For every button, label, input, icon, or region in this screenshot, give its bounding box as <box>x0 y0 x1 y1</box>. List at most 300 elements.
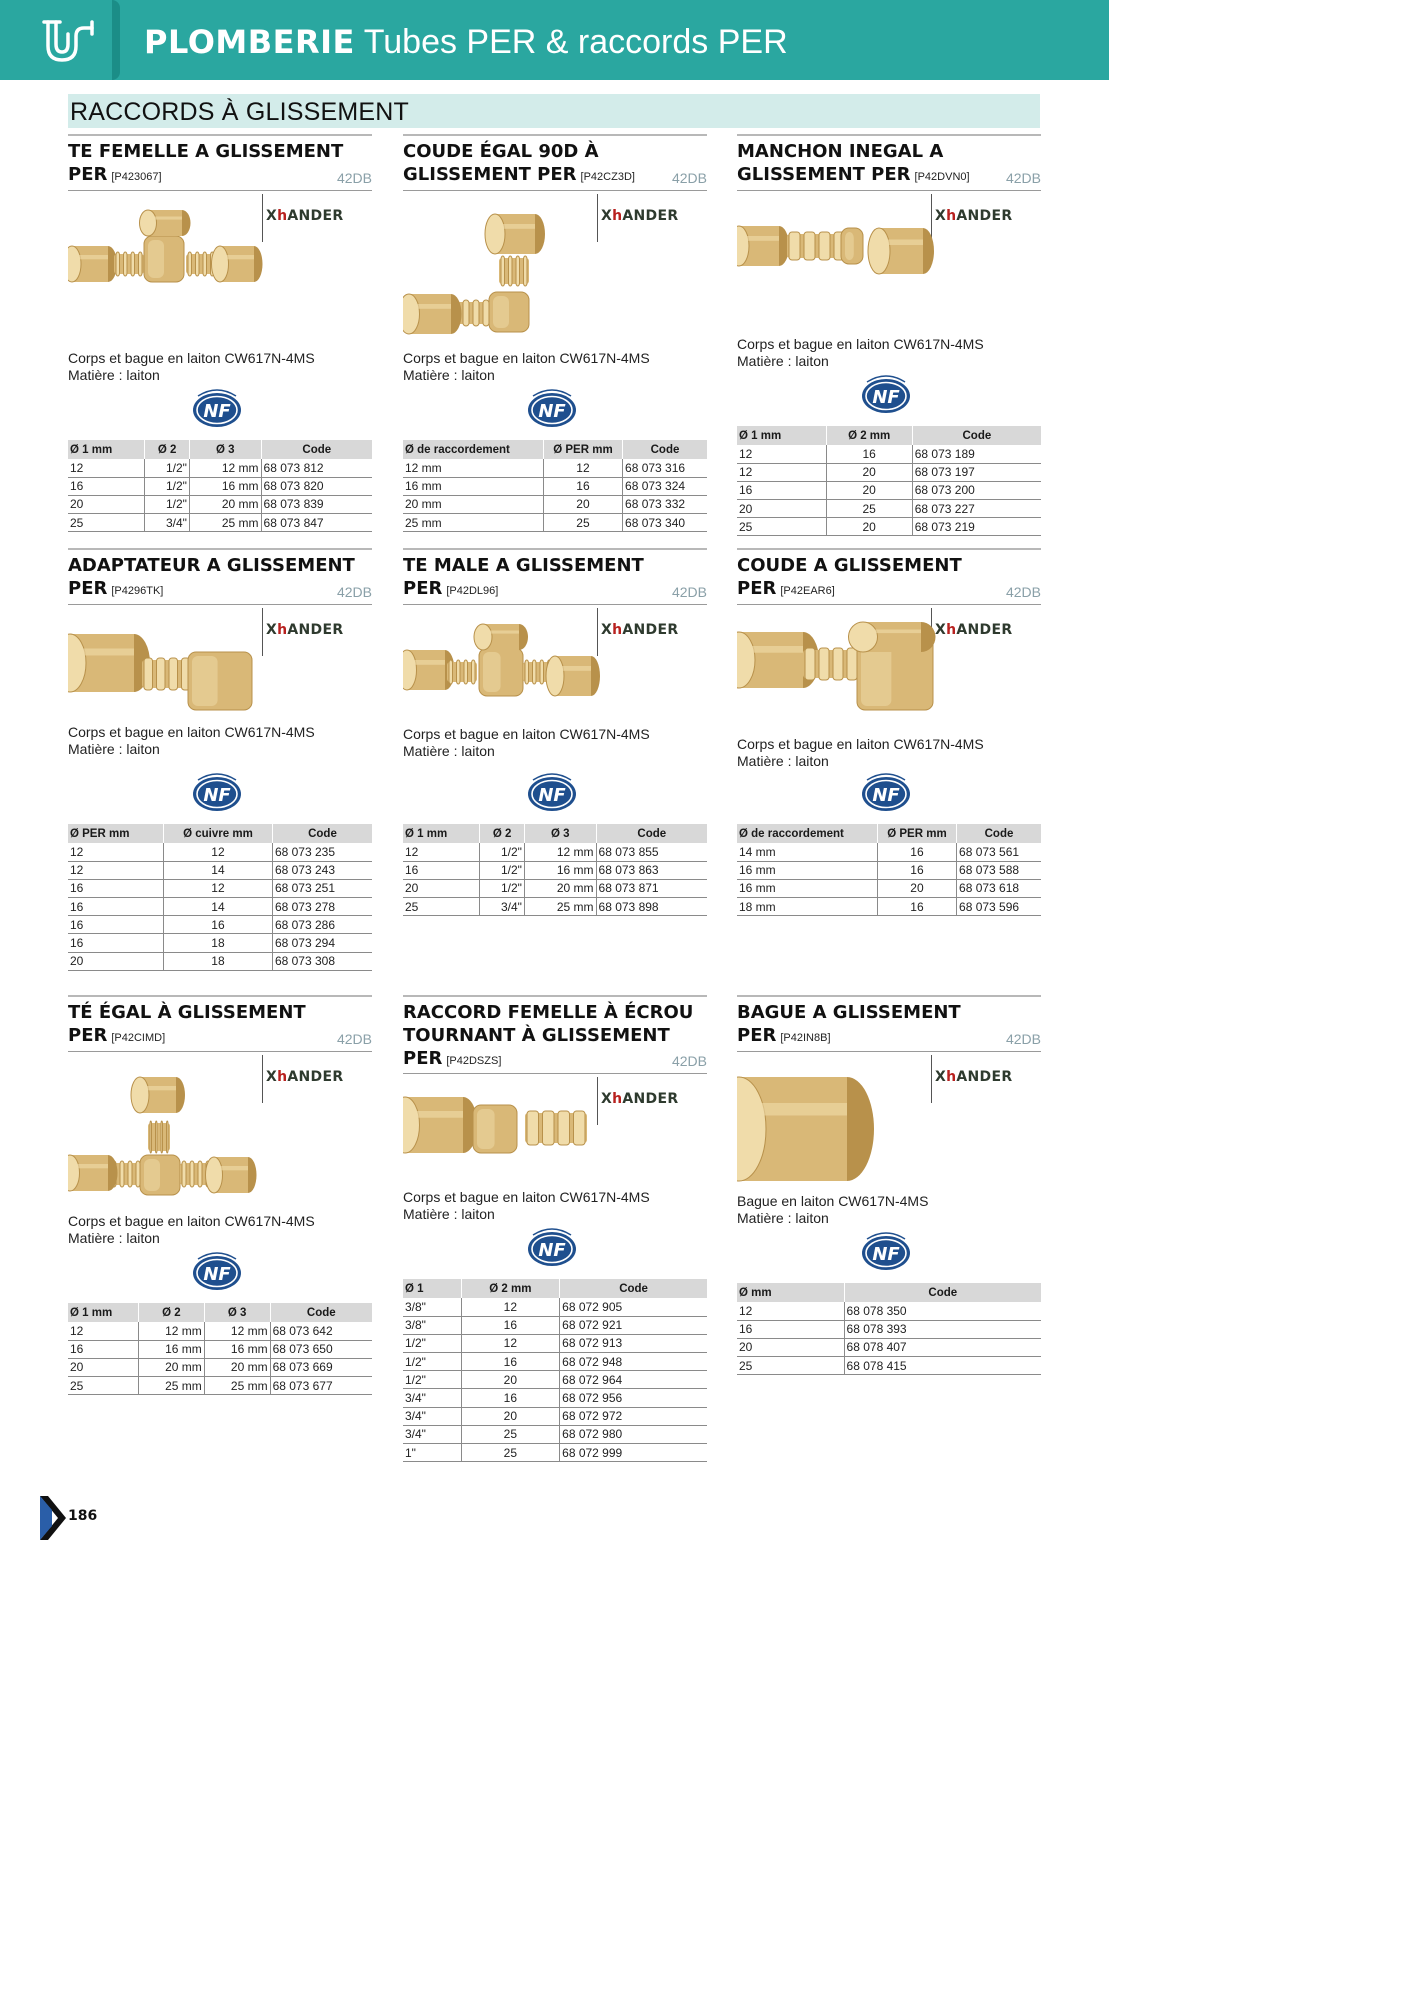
table-row <box>68 459 372 477</box>
product-description: Corps et bague en laiton CW617N-4MS Matière : laiton <box>403 1189 650 1222</box>
table-header: Ø PER mm <box>877 824 956 843</box>
table-cell: 12 <box>461 1334 560 1352</box>
table-cell: 68 073 200 <box>912 481 1041 499</box>
table-cell: 16 <box>68 1340 139 1358</box>
table-cell: 20 <box>403 879 480 897</box>
svg-text:NF: NF <box>872 1244 900 1265</box>
table-cell: 68 073 588 <box>957 861 1041 879</box>
table-cell: 25 <box>461 1444 560 1462</box>
brand-logo: XhANDER <box>935 208 1013 224</box>
product-image <box>737 206 937 331</box>
table-header: Ø 1 mm <box>68 440 145 459</box>
brass-fitting-image <box>737 620 937 730</box>
table-header: Ø 3 <box>524 824 596 843</box>
table-cell: 68 072 905 <box>560 1298 707 1316</box>
card-top-rule <box>737 995 1041 997</box>
nf-certification-icon <box>525 770 579 814</box>
table-cell: 68 073 278 <box>272 898 372 916</box>
product-name: MANCHON INEGAL A GLISSEMENT PER <box>737 141 944 185</box>
product-reference: [P42CIMD] <box>111 1032 166 1044</box>
table-cell: 12 mm <box>139 1322 205 1340</box>
table-row <box>737 1320 1041 1338</box>
product-description: Corps et bague en laiton CW617N-4MS Matière : laiton <box>68 724 315 757</box>
product-image <box>68 206 268 345</box>
table-header: Ø PER mm <box>68 824 163 843</box>
table-row <box>403 459 707 477</box>
svg-text:NF: NF <box>538 785 566 806</box>
table-cell: 20 mm <box>189 495 261 513</box>
table-header: Ø cuivre mm <box>163 824 272 843</box>
product-reference: [P4296TK] <box>111 585 164 597</box>
spec-table <box>403 824 707 916</box>
table-row <box>68 1340 372 1358</box>
product-image <box>403 1091 603 1188</box>
table-row <box>68 1358 372 1376</box>
table-cell: 20 <box>826 518 912 536</box>
table-row <box>68 916 372 934</box>
table-row <box>737 1302 1041 1320</box>
table-cell: 14 mm <box>737 843 877 861</box>
table-cell: 20 <box>826 481 912 499</box>
product-reference: [P42IN8B] <box>780 1032 831 1044</box>
table-cell: 68 073 650 <box>270 1340 372 1358</box>
product-reference: [P42EAR6] <box>780 585 835 597</box>
table-row <box>68 861 372 879</box>
product-code: 42DB <box>1005 584 1041 600</box>
table-cell: 3/4" <box>145 514 190 532</box>
table-cell: 68 073 847 <box>261 514 372 532</box>
table-cell: 1/2" <box>480 861 525 879</box>
product-description: Corps et bague en laiton CW617N-4MS Matière : laiton <box>68 1213 315 1246</box>
table-cell: 20 mm <box>403 495 543 513</box>
table-row <box>737 445 1041 463</box>
table-cell: 12 mm <box>403 459 543 477</box>
table-cell: 25 mm <box>204 1377 270 1395</box>
pipe-icon <box>40 16 96 66</box>
table-header: Ø mm <box>737 1283 844 1302</box>
table-row <box>403 1389 707 1407</box>
table-header: Ø PER mm <box>543 440 622 459</box>
table-row <box>68 843 372 861</box>
brand-logo: XhANDER <box>601 1091 679 1107</box>
table-row <box>403 1444 707 1462</box>
table-cell: 3/4" <box>403 1407 461 1425</box>
table-row <box>403 1425 707 1443</box>
table-cell: 18 <box>163 952 272 970</box>
title-rule <box>737 190 1041 191</box>
table-cell: 12 <box>163 879 272 897</box>
table-cell: 20 <box>461 1407 560 1425</box>
nf-certification-icon <box>525 386 579 430</box>
product-name: COUDE ÉGAL 90D À GLISSEMENT PER <box>403 141 599 185</box>
product-title <box>737 140 1041 189</box>
table-cell: 3/8" <box>403 1316 461 1334</box>
table-row <box>68 1377 372 1395</box>
brass-fitting-image <box>68 620 268 720</box>
category-label: PLOMBERIE <box>144 23 355 61</box>
table-header-row <box>737 1283 1041 1302</box>
table-header: Ø 3 <box>204 1303 270 1322</box>
table-row <box>737 518 1041 536</box>
brass-fitting-image <box>68 206 268 340</box>
table-cell: 12 mm <box>189 459 261 477</box>
table-cell: 16 <box>68 934 163 952</box>
spec-table <box>737 426 1041 536</box>
table-header: Ø 2 mm <box>826 426 912 445</box>
table-cell: 68 078 350 <box>844 1302 1041 1320</box>
table-cell: 12 mm <box>204 1322 270 1340</box>
product-description: Bague en laiton CW617N-4MS Matière : laiton <box>737 1193 929 1226</box>
table-row <box>68 879 372 897</box>
product-image <box>737 1067 937 1190</box>
spec-table <box>68 1303 372 1395</box>
table-cell: 68 073 669 <box>270 1358 372 1376</box>
table-row <box>737 481 1041 499</box>
table-cell: 16 <box>826 445 912 463</box>
table-cell: 16 <box>68 916 163 934</box>
table-row <box>737 879 1041 897</box>
page-title <box>144 20 788 64</box>
table-row <box>403 1334 707 1352</box>
nf-certification-icon <box>859 770 913 814</box>
table-row <box>403 1353 707 1371</box>
title-rule <box>68 1051 372 1052</box>
brass-fitting-image <box>403 206 603 340</box>
table-cell: 20 <box>68 1358 139 1376</box>
nf-certification-icon <box>859 372 913 416</box>
product-name: COUDE A GLISSEMENT PER <box>737 555 962 599</box>
nf-certification-icon <box>525 1225 579 1269</box>
table-cell: 16 mm <box>524 861 596 879</box>
table-cell: 25 <box>826 500 912 518</box>
table-cell: 25 <box>461 1425 560 1443</box>
product-reference: [P42DSZS] <box>446 1055 502 1067</box>
product-reference: [P42CZ3D] <box>580 171 635 183</box>
nf-certification-icon <box>190 386 244 430</box>
header-separator <box>112 0 120 80</box>
table-row <box>737 1338 1041 1356</box>
svg-text:NF: NF <box>203 1264 231 1285</box>
table-cell: 16 mm <box>204 1340 270 1358</box>
product-title <box>737 1001 1041 1050</box>
table-cell: 68 073 820 <box>261 477 372 495</box>
table-cell: 25 mm <box>403 514 543 532</box>
table-cell: 12 <box>737 445 826 463</box>
title-rule <box>737 604 1041 605</box>
product-code: 42DB <box>336 584 372 600</box>
table-cell: 20 <box>877 879 956 897</box>
table-row <box>737 463 1041 481</box>
table-cell: 68 072 999 <box>560 1444 707 1462</box>
table-header-row <box>403 1279 707 1298</box>
table-cell: 68 073 332 <box>623 495 707 513</box>
table-row <box>737 843 1041 861</box>
table-header: Ø 1 mm <box>737 426 826 445</box>
table-header: Ø 2 <box>139 1303 205 1322</box>
table-cell: 68 072 913 <box>560 1334 707 1352</box>
table-row <box>68 934 372 952</box>
table-header: Code <box>272 824 372 843</box>
table-cell: 1/2" <box>145 495 190 513</box>
table-cell: 68 073 316 <box>623 459 707 477</box>
table-cell: 68 078 415 <box>844 1357 1041 1375</box>
table-row <box>403 843 707 861</box>
table-cell: 3/8" <box>403 1298 461 1316</box>
brass-fitting-image <box>68 1067 268 1209</box>
table-cell: 68 072 964 <box>560 1371 707 1389</box>
product-description: Corps et bague en laiton CW617N-4MS Matière : laiton <box>68 350 315 383</box>
table-cell: 68 078 407 <box>844 1338 1041 1356</box>
product-code: 42DB <box>671 584 707 600</box>
product-name: BAGUE A GLISSEMENT PER <box>737 1002 961 1046</box>
table-cell: 3/4" <box>403 1389 461 1407</box>
table-cell: 68 073 855 <box>596 843 707 861</box>
title-rule <box>403 604 707 605</box>
table-cell: 16 <box>403 861 480 879</box>
table-cell: 68 073 561 <box>957 843 1041 861</box>
table-cell: 68 073 596 <box>957 898 1041 916</box>
table-cell: 25 <box>737 1357 844 1375</box>
table-header: Ø 1 mm <box>68 1303 139 1322</box>
table-cell: 14 <box>163 861 272 879</box>
table-header: Ø de raccordement <box>403 440 543 459</box>
product-code: 42DB <box>336 170 372 186</box>
table-cell: 16 <box>877 861 956 879</box>
table-header-row <box>68 440 372 459</box>
table-cell: 16 mm <box>737 879 877 897</box>
table-header-row <box>737 824 1041 843</box>
table-row <box>68 495 372 513</box>
table-cell: 68 072 921 <box>560 1316 707 1334</box>
table-cell: 68 073 243 <box>272 861 372 879</box>
brand-logo: XhANDER <box>935 622 1013 638</box>
table-header: Code <box>270 1303 372 1322</box>
table-cell: 25 <box>403 898 480 916</box>
table-header: Code <box>844 1283 1041 1302</box>
product-description: Corps et bague en laiton CW617N-4MS Matière : laiton <box>403 726 650 759</box>
nf-certification-icon <box>190 770 244 814</box>
product-title <box>68 140 372 189</box>
table-cell: 16 <box>68 898 163 916</box>
table-cell: 68 073 898 <box>596 898 707 916</box>
table-header: Ø 2 mm <box>461 1279 560 1298</box>
title-rule <box>737 1051 1041 1052</box>
table-cell: 20 <box>543 495 622 513</box>
product-description: Corps et bague en laiton CW617N-4MS Matière : laiton <box>737 736 984 769</box>
table-row <box>403 495 707 513</box>
product-name: RACCORD FEMELLE À ÉCROU TOURNANT À GLISSEMENT PER <box>403 1002 694 1069</box>
table-cell: 12 <box>68 1322 139 1340</box>
table-cell: 68 073 294 <box>272 934 372 952</box>
table-header: Ø 1 mm <box>403 824 480 843</box>
product-reference: [P423067] <box>111 171 162 183</box>
table-cell: 68 072 948 <box>560 1353 707 1371</box>
table-cell: 16 <box>877 843 956 861</box>
table-cell: 68 073 863 <box>596 861 707 879</box>
table-cell: 16 mm <box>403 477 543 495</box>
card-top-rule <box>68 548 372 550</box>
table-cell: 3/4" <box>480 898 525 916</box>
spec-table <box>403 1279 707 1462</box>
table-cell: 68 073 812 <box>261 459 372 477</box>
product-title <box>403 554 707 603</box>
table-header-row <box>403 824 707 843</box>
table-cell: 1/2" <box>480 843 525 861</box>
table-cell: 16 <box>877 898 956 916</box>
table-header: Ø 3 <box>189 440 261 459</box>
table-header: Ø 2 <box>145 440 190 459</box>
product-code: 42DB <box>671 170 707 186</box>
table-cell: 20 <box>737 500 826 518</box>
table-row <box>737 1357 1041 1375</box>
table-cell: 12 <box>68 843 163 861</box>
table-cell: 16 mm <box>189 477 261 495</box>
table-header: Code <box>957 824 1041 843</box>
table-row <box>403 477 707 495</box>
table-header: Code <box>623 440 707 459</box>
table-row <box>68 477 372 495</box>
nf-certification-icon <box>190 1249 244 1293</box>
table-cell: 12 <box>163 843 272 861</box>
title-rule <box>403 190 707 191</box>
table-cell: 68 073 618 <box>957 879 1041 897</box>
table-cell: 16 <box>68 477 145 495</box>
table-cell: 3/4" <box>403 1425 461 1443</box>
brand-logo: XhANDER <box>935 1069 1013 1085</box>
card-top-rule <box>403 548 707 550</box>
product-description: Corps et bague en laiton CW617N-4MS Matière : laiton <box>403 350 650 383</box>
table-cell: 25 mm <box>189 514 261 532</box>
card-top-rule <box>737 548 1041 550</box>
table-cell: 20 <box>826 463 912 481</box>
brass-fitting-image <box>737 206 937 326</box>
svg-text:NF: NF <box>872 387 900 408</box>
table-header-row <box>737 426 1041 445</box>
product-code: 42DB <box>336 1031 372 1047</box>
table-cell: 68 072 980 <box>560 1425 707 1443</box>
table-cell: 25 mm <box>139 1377 205 1395</box>
table-cell: 1" <box>403 1444 461 1462</box>
product-title <box>68 1001 372 1050</box>
page-arrow-icon <box>38 1494 66 1542</box>
spec-table <box>403 440 707 532</box>
table-cell: 68 073 219 <box>912 518 1041 536</box>
product-code: 42DB <box>671 1053 707 1069</box>
table-header: Code <box>596 824 707 843</box>
table-row <box>403 1371 707 1389</box>
table-cell: 68 072 972 <box>560 1407 707 1425</box>
title-rule <box>68 604 372 605</box>
table-cell: 68 073 324 <box>623 477 707 495</box>
table-cell: 1/2" <box>403 1371 461 1389</box>
table-cell: 25 <box>543 514 622 532</box>
table-row <box>403 1316 707 1334</box>
table-header: Ø 2 <box>480 824 525 843</box>
table-cell: 68 073 197 <box>912 463 1041 481</box>
table-cell: 68 073 871 <box>596 879 707 897</box>
product-description: Corps et bague en laiton CW617N-4MS Matière : laiton <box>737 336 984 369</box>
table-header-row <box>68 824 372 843</box>
table-cell: 16 <box>737 1320 844 1338</box>
table-header: Code <box>261 440 372 459</box>
card-top-rule <box>68 134 372 136</box>
table-row <box>403 514 707 532</box>
table-cell: 20 mm <box>524 879 596 897</box>
card-top-rule <box>403 995 707 997</box>
card-top-rule <box>403 134 707 136</box>
table-cell: 1/2" <box>403 1334 461 1352</box>
table-cell: 18 mm <box>737 898 877 916</box>
page-number: 186 <box>68 1508 98 1524</box>
table-cell: 68 073 839 <box>261 495 372 513</box>
table-row <box>737 861 1041 879</box>
brass-fitting-image <box>403 620 603 720</box>
spec-table <box>737 824 1041 916</box>
table-cell: 68 073 235 <box>272 843 372 861</box>
table-cell: 1/2" <box>145 477 190 495</box>
brand-logo: XhANDER <box>266 208 344 224</box>
table-cell: 25 <box>68 1377 139 1395</box>
table-cell: 12 <box>68 861 163 879</box>
table-cell: 20 <box>68 495 145 513</box>
table-cell: 1/2" <box>480 879 525 897</box>
product-code: 42DB <box>1005 1031 1041 1047</box>
table-cell: 12 <box>461 1298 560 1316</box>
product-image <box>403 206 603 345</box>
table-cell: 68 073 642 <box>270 1322 372 1340</box>
product-title <box>68 554 372 603</box>
table-cell: 12 <box>737 463 826 481</box>
product-image <box>403 620 603 725</box>
table-cell: 12 <box>543 459 622 477</box>
product-image <box>68 620 268 725</box>
table-cell: 16 <box>461 1316 560 1334</box>
table-row <box>68 514 372 532</box>
brand-logo: XhANDER <box>266 1069 344 1085</box>
brand-logo: XhANDER <box>601 208 679 224</box>
table-cell: 16 <box>461 1389 560 1407</box>
table-cell: 68 073 308 <box>272 952 372 970</box>
product-reference: [P42DVN0] <box>914 171 970 183</box>
brand-logo: XhANDER <box>601 622 679 638</box>
table-cell: 68 073 677 <box>270 1377 372 1395</box>
svg-text:NF: NF <box>203 401 231 422</box>
table-cell: 20 <box>461 1371 560 1389</box>
table-cell: 25 mm <box>524 898 596 916</box>
table-row <box>737 500 1041 518</box>
table-cell: 68 073 189 <box>912 445 1041 463</box>
spec-table <box>68 440 372 532</box>
table-cell: 68 073 286 <box>272 916 372 934</box>
table-cell: 25 <box>737 518 826 536</box>
table-cell: 68 072 956 <box>560 1389 707 1407</box>
product-name: ADAPTATEUR A GLISSEMENT PER <box>68 555 355 599</box>
table-cell: 16 <box>68 879 163 897</box>
product-reference: [P42DL96] <box>446 585 499 597</box>
svg-text:NF: NF <box>203 785 231 806</box>
table-row <box>403 1407 707 1425</box>
table-header: Ø 1 <box>403 1279 461 1298</box>
table-cell: 12 mm <box>524 843 596 861</box>
table-cell: 1/2" <box>403 1353 461 1371</box>
table-cell: 68 073 227 <box>912 500 1041 518</box>
table-cell: 16 <box>163 916 272 934</box>
brand-logo: XhANDER <box>266 622 344 638</box>
table-row <box>403 861 707 879</box>
table-row <box>403 898 707 916</box>
product-name: TE MALE A GLISSEMENT PER <box>403 555 644 599</box>
table-header: Ø de raccordement <box>737 824 877 843</box>
